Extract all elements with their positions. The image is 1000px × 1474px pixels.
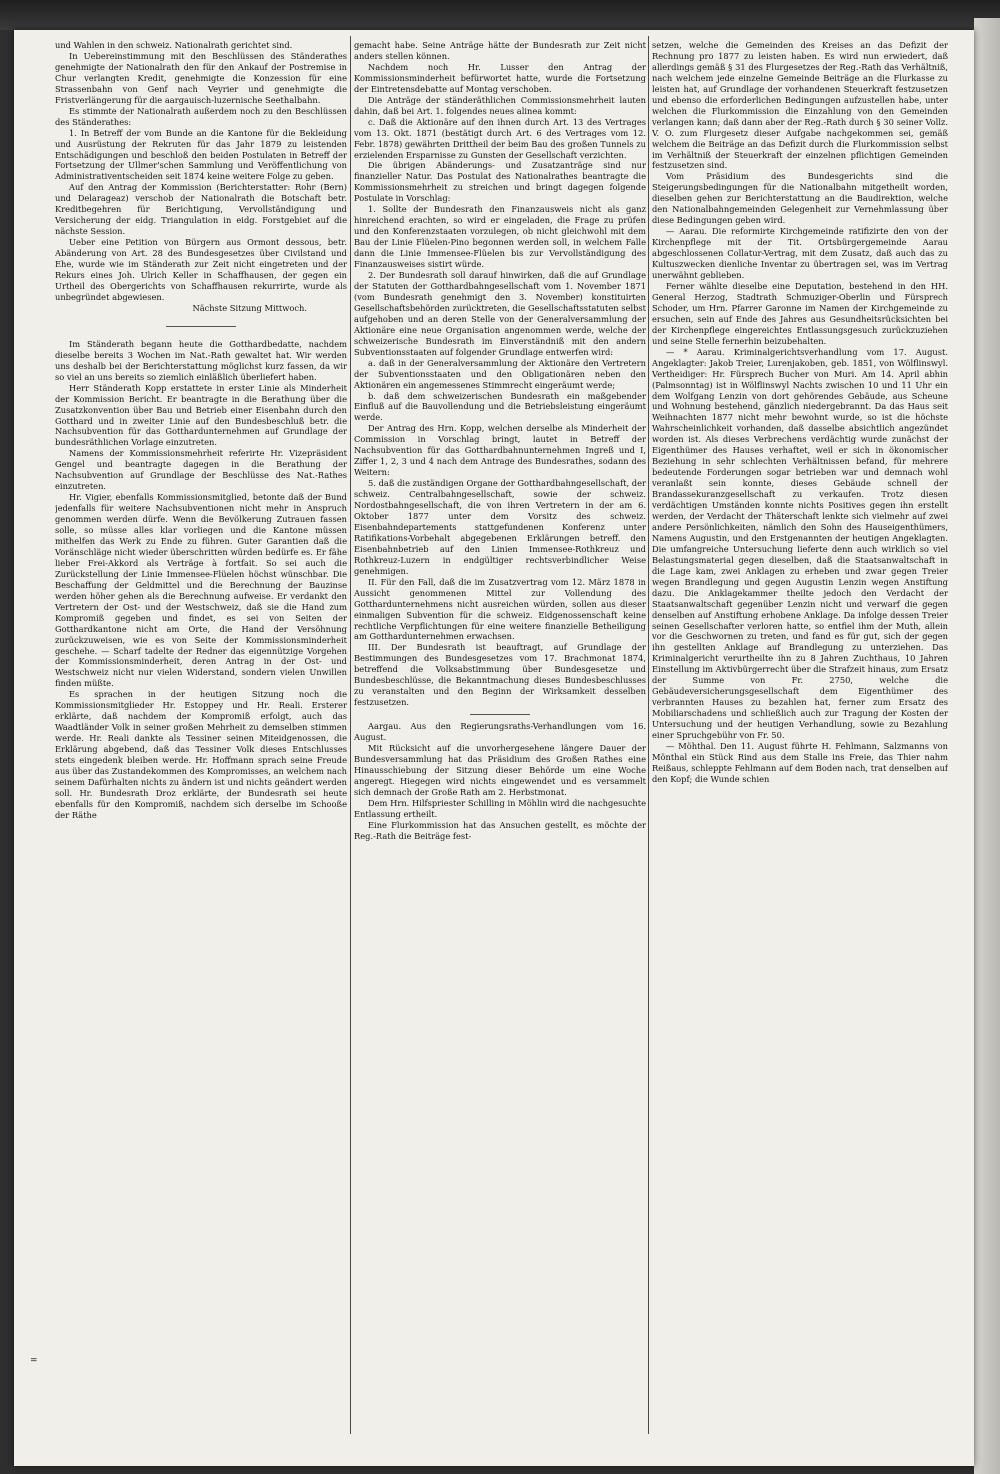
- column-rule-left: [350, 36, 351, 1434]
- next-page-edge: [974, 18, 1000, 1474]
- paragraph: Auf den Antrag der Kommission (Berichterstatter: Rohr (Bern) und Delarageaz) verschob der Nationalrath die Botschaft betr. Kreditbegehren für Berichtigung, Vervollständigung und Versicherung der eidg. Triangulation in eidg. Forstgebiet auf die nächste Session.: [55, 182, 347, 237]
- paragraph: und Wahlen in den schweiz. Nationalrath gerichtet sind.: [55, 40, 293, 50]
- paragraph: Die Anträge der ständeräthlichen Commissionsmehrheit lauten dahin, daß bei Art. 1. folgendes neues alinea kommt:: [354, 94, 646, 116]
- paragraph: gemacht habe. Seine Anträge hätte der Bundesrath zur Zeit nicht anders stellen können.: [354, 40, 646, 61]
- paragraph: Mit Rücksicht auf die unvorhergesehene längere Dauer der Bundesversammlung hat das Präsidium des Großen Rathes eine Hinausschiebung der Sitzung dieser Behörde um eine Woche angeregt. Hiegegen wird nichts eingewendet und es versammelt sich demnach der Große Rath am 2. Herbstmonat.: [354, 743, 646, 797]
- paragraph: setzen, welche die Gemeinden des Kreises an das Defizit der Rechnung pro 1877 zu leisten haben. Es wird nun erwiedert, daß allerdings gemäß § 31 des Flurgesetzes der Reg.-Rath das Verhältniß, nach welchem jede einzelne Gemeinde Beiträge an die Flurkasse zu leisten hat, auf Grundlage der vorhandenen Steuerkraft festzusetzen und ebenso die erforderlichen Bedingungen aufzustellen habe, unter welchen die Flurkommission die Einzahlung von den Gemeinden verlangen kann; daß dann aber der Reg.-Rath durch § 30 seiner Vollz. V. O. zum Flurgesetz dieser Aufgabe nachgekommen sei, gemäß welchem die Beiträge an das Defizit durch die Flurkommission selbst im Verhältniß der Steuerkraft der einzelnen pflichtigen Gemeinden festzusetzen sind.: [652, 40, 948, 171]
- paragraph: II. Für den Fall, daß die im Zusatzvertrag vom 12. März 1878 in Aussicht genommenen Mittel zur Vollendung des Gotthardunternehmens nicht ausreichen würden, sollen aus dieser einmaligen Subvention für die schweiz. Eidgenossenschaft keine rechtliche Verpflichtungen für eine weitere finanzielle Betheiligung am Gotthardunternehmen erwachsen.: [354, 576, 646, 642]
- paragraph: b. daß dem schweizerischen Bundesrath ein maßgebender Einfluß auf die Bauvollendung und die Betriebsleistung eingeräumt werde.: [354, 390, 646, 423]
- paragraph: Die übrigen Abänderungs- und Zusatzanträge sind nur finanzieller Natur. Das Postulat des Nationalrathes beantragte die Kommissionsmehrheit zu streichen und bringt dagegen folgende Postulate in Vorschlag:: [354, 160, 646, 204]
- column-2: [354, 40, 646, 1430]
- paragraph: — * Aarau. Kriminalgerichtsverhandlung vom 17. August. Angeklagter: Jakob Treier, Lurenjakoben, geb. 1851, von Wölflinswyl. Vertheidiger: Hr. Fürsprech Bucher von Muri. Am 14. April abhin (Palmsonntag) ist in Wölflinswyl Nachts zwischen 10 und 11 Uhr ein dem Wolfgang Lenzin von dort gehörendes Gebäude, aus Scheune und Wohnung bestehend, gänzlich niedergebrannt. Da das Haus seit Weihnachten 1877 nicht mehr bewohnt wurde, so ist die höchste Wahrscheinlichkeit vorhanden, daß dasselbe absichtlich angezündet worden ist. Als dieses Verbrechens verdächtig wurde zunächst der Eigenthümer des Hauses verhaftet, weil er sich in ökonomischer Beziehung in sehr schlechten Verhältnissen befand, für mehrere bedeutende Forderungen sogar betrieben war und demnach wohl veranlaßt sein konnte, dieses Gebäude schnell der Brandassekuranzgesellschaft zu verkaufen. Trotz diesen verdächtigen Umständen konnte nichts Positives gegen ihn erstellt werden, der Verdacht der Thäterschaft lenkte sich vielmehr auf zwei andere Persönlichkeiten, nämlich den Sohn des Hauseigenthümers, Namens Augustin, und den Erstgenannten der heutigen Angeklagten. Die umfangreiche Untersuchung lieferte denn auch wirklich so viel Belastungsmaterial gegen dieselben, daß die Staatsanwaltschaft in die Lage kam, zwei Anklagen zu erheben und zwar gegen Treier wegen Brandlegung und gegen Augustin Lenzin wegen Anstiftung dazu. Die Anklagekammer theilte jedoch den Verdacht der Staatsanwaltschaft gegenüber Lenzin nicht und verwarf die gegen denselben auf Anstiftung erhobene Anklage. Da infolge dessen Treier seinen Gesellschafter verloren hatte, so entfiel ihm der Muth, allein vor die Geschwornen zu treten, und fand es für gut, sich der gegen ihn gestellten Anklage auf Brandlegung zu unterziehen. Das Kriminalgericht verurtheilte ihn zu 8 Jahren Zuchthaus, 10 Jahren Einstellung im Aktivbürgerrecht über die Strafzeit hinaus, zum Ersatz der Summe von Fr. 2750, welche die Gebäudeversicherungsgesellschaft dem Eigenthümer des verbrannten Hauses zu bezahlen hat, ferner zum Ersatz des Mobiliarschadens und schließlich auch zur Tragung der Kosten der Untersuchung und der heutigen Verhandlung, sowie zu Bezahlung einer Spruchgebühr von Fr. 50.: [652, 346, 948, 741]
- paragraph: Ueber eine Petition von Bürgern aus Ormont dessous, betr. Abänderung von Art. 28 des Bundesgesetzes über Civilstand und Ehe, wurde wie im Ständerath zur Zeit nicht eingetreten und der Rekurs eines Joh. Ulrich Keller in Schaffhausen, der gegen ein Urtheil des Obergerichts von Schaffhausen rekurrirte, wurde als unbegründet abgewiesen.: [55, 237, 347, 302]
- column-1: [55, 40, 347, 1430]
- section-heading: Aargau. Aus den Regierungsraths-Verhandlungen vom 16. August.: [354, 721, 646, 743]
- paragraph: c. Daß die Aktionäre auf den ihnen durch Art. 13 des Vertrages vom 13. Okt. 1871 (bestätigt durch Art. 6 des Vertrages vom 12. Febr. 1878) gewährten Drittheil der beim Bau des großen Tunnels zu erzielenden Ersparnisse zu Gunsten der Gesellschaft verzichten.: [354, 116, 646, 160]
- paragraph: — Aarau. Die reformirte Kirchgemeinde ratifizirte den von der Kirchenpflege mit der Tit. Ortsbürgergemeinde Aarau abgeschlossenen Collatur-Vertrag, mit dem Zusatz, daß auch das zu Kultuszwecken dienliche Inventar zu übertragen sei, was im Vertrag unerwähnt geblieben.: [652, 226, 948, 281]
- paragraph: 1. Sollte der Bundesrath den Finanzausweis nicht als ganz hinreichend erachten, so wird er eingeladen, die Frage zu prüfen und den Konferenzstaaten vorzulegen, ob nicht gleichwohl mit dem Bau der Linie Flüelen-Pino begonnen werden soll, in welchem Falle dann die Linie Immensee-Flüelen bis zur Vervollständigung des Finanzausweises sistirt würde.: [354, 204, 646, 270]
- paragraph: Vom Präsidium des Bundesgerichts sind die Steigerungsbedingungen für die Nationalbahn mitgetheilt worden, dieselben gehen zur Berichterstattung an die Baudirektion, welche den Nationalbahngemeinden Gelegenheit zur Vernehmlassung über diese Bedingungen geben wird.: [652, 171, 948, 226]
- next-session-note: Nächste Sitzung Mittwoch.: [192, 302, 307, 313]
- paragraph: Ferner wählte dieselbe eine Deputation, bestehend in den HH. General Herzog, Stadtrath Schmuziger-Oberlin und Fürsprech Schoder, um Hrn. Pfarrer Garonne im Namen der Kirchgemeinde zu ersuchen, sein auf Ende des Jahres aus Gesundheitsrücksichten bei der Kirchenpflege eingereichtes Entlassungsgesuch zurückzuziehen und seine Stelle fernerhin beizubehalten.: [652, 280, 948, 346]
- paragraph: Hr. Vigier, ebenfalls Kommissionsmitglied, betonte daß der Bund jedenfalls für weitere Nachsubventionen nicht mehr in Anspruch genommen werden dürfe. Wenn die Bevölkerung Zutrauen fassen solle, so müsse alles klar vorliegen und die Kantone müssen mithelfen das Werk zu Ende zu führen. Guter Garantien daß die Voränschläge nicht wieder überschritten würden bedürfe es. Er fähe lieber Frei-Akkord als Verträge à fortfait. So sei auch die Zurückstellung der Linie Immensee-Flüelen höchst wünschbar. Die Beschaffung der Geldmittel und die Berechnung der Bauzinse werden höher gehen als die Berechnung aufweise. Er verdankt den Vertretern der Ost- und der Westschweiz, daß sie die Hand zum Kompromiß gegeben und findet, es sei von Seiten der Gotthardkantone nicht am Orte, die Hand der Versöhnung zurückzuweisen, wie es von Seite der Kommissionsminderheit geschehe. — Scharf tadelte der Redner das eigennützige Vorgehen der Kommissionsminderheit, deren Antrag in der Ost- und Westschweiz nicht nur vielen Widerstand, sondern vielen Unwillen finden müßte.: [55, 492, 347, 689]
- paragraph: Herr Ständerath Kopp erstattete in erster Linie als Minderheit der Kommission Bericht. Er beantragte in die Berathung über die Zusatzkonvention über Bau und Betrieb einer Eisenbahn durch den Gotthard und in zweiter Linie auf den Bundesbeschluß betr. die Nachsubvention für das Gotthardunternehmen auf Grundlage der bundesräthlichen Vorlage einzutreten.: [55, 382, 347, 448]
- column-rule-right: [648, 36, 649, 1434]
- paragraph: 2. Der Bundesrath soll darauf hinwirken, daß die auf Grundlage der Statuten der Gotthardbahngesellschaft vom 1. November 1871 (vom Bundesrath genehmigt den 3. November) konstituirten Gesellschaftsbehörden zurücktreten, die Gesellschaftsstatuten selbst aufgehoben und an deren Stelle von der Generalversammlung der Aktionäre eine neue Organisation angenommen werde, welche der schweizerische Bundesrath im Einverständniß mit den andern Subventionsstaaten auf folgender Grundlage entwerfen wird:: [354, 270, 646, 357]
- paragraph: Im Ständerath begann heute die Gotthardbedatte, nachdem dieselbe bereits 3 Wochen im Nat.-Rath gewaltet hat. Wir werden uns deshalb bei der Berichterstattung möglichst kurz fassen, da wir so viel an uns bereits so ziemlich einläßlich überliefert haben.: [55, 338, 347, 382]
- paragraph: Es sprachen in der heutigen Sitzung noch die Kommissionsmitglieder Hr. Estoppey und Hr. Reali. Ersterer erklärte, daß nachdem der Kompromiß erfolgt, auch das Waadtländer Volk in seiner großen Mehrheit zu demselben stimmen werde. Hr. Reali dankte als Tessiner seinen Miteidgenossen, die Erklärung abgebend, daß das Tessiner Volk dieses Entschlusses stets eingedenk bleiben werde. Hr. Hoffmann sprach seine Freude aus über das Zustandekommen des Kompromisses, an welchem nach seinem Dafürhalten nichts zu ändern ist und nichts geändert werden soll. Hr. Bundesrath Droz erklärte, der Bundesrath sei heute ebenfalls für den Kompromiß, nachdem sich derselbe im Schooße der Räthe: [55, 689, 347, 820]
- paragraph: Dem Hrn. Hilfspriester Schilling in Möhlin wird die nachgesuchte Entlassung ertheilt.: [354, 797, 646, 819]
- paragraph: III. Der Bundesrath ist beauftragt, auf Grundlage der Bestimmungen des Bundesgesetzes vom 17. Brachmonat 1874, betreffend die Volksabstimmung über Bundesgesetze und Bundesbeschlüsse, die Bekanntmachung dieses Bundesbeschlusses zu veranstalten und den Beginn der Wirksamkeit desselben festzusetzen.: [354, 642, 646, 708]
- section-divider: [166, 326, 236, 327]
- paragraph: 5. daß die zuständigen Organe der Gotthardbahngesellschaft, der schweiz. Centralbahngesellschaft, sowie der schweiz. Nordostbahngesellschaft, die von ihren Vertretern in der am 6. Oktober 1877 unter dem Vorsitz des schweiz. Eisenbahndepartements stattgefundenen Konferenz unter Ratifikations-Vorbehalt abgegebenen Erklärungen betreff. den Eisenbahnbetrieb auf den Linien Immensee-Rothkreuz und Rothkreuz-Luzern in endgültiger rechtsverbindlicher Weise genehmigen.: [354, 478, 646, 576]
- paragraph: Der Antrag des Hrn. Kopp, welchen derselbe als Minderheit der Commission in Vorschlag bringt, lautet in Betreff der Nachsubvention für das Gotthardbahnunternehmen Ingreß und I, Ziffer 1, 2, 3 und 4 nach dem Antrage des Bundesrathes, sodann des Weitern:: [354, 423, 646, 478]
- paragraph: Eine Flurkommission hat das Ansuchen gestellt, es möchte der Reg.-Rath die Beiträge fest-: [354, 819, 646, 841]
- column-3: [652, 40, 948, 1430]
- paragraph: 1. In Betreff der vom Bunde an die Kantone für die Bekleidung und Ausrüstung der Rekruten für das Jahr 1879 zu leistenden Entschädigungen und beschloß den beiden Postulaten in Betreff der Fortsetzung der Ullmer'schen Sammlung und Veröffentlichung von Administrativentscheiden seit 1874 keine weitere Folge zu geben.: [55, 127, 347, 182]
- scan-top-edge: [0, 0, 1000, 30]
- section-divider: [470, 714, 530, 715]
- paragraph: In Uebereinstimmung mit den Beschlüssen des Ständerathes genehmigte der Nationalrath den für den Ankauf der Postremise in Chur verlangten Kredit, genehmigte die Konzession für eine Strassenbahn von Genf nach Veyrier und genehmigte die Fristverlängerung für die aargauisch-luzernische Seethalbahn.: [55, 50, 347, 105]
- paragraph: — Möhthal. Den 11. August führte H. Fehlmann, Salzmanns von Mönthal ein Stück Rind aus dem Stalle ins Freie, das Thier nahm Reißaus, schleppte Fehlmann auf dem Boden nach, trat denselben auf den Kopf; die Wunde schien: [652, 741, 948, 784]
- paragraph: Nachdem noch Hr. Lusser den Antrag der Kommissionsminderheit befürwortet hatte, wurde die Fortsetzung der Eintretensdebatte auf Montag verschoben.: [354, 61, 646, 94]
- paragraph: Namens der Kommissionsmehrheit referirte Hr. Vizepräsident Gengel und beantragte dagegen in die Berathung der Nachsubvention auf Grundlage der Beschlüsse des Nat.-Rathes einzutreten.: [55, 448, 347, 492]
- paragraph: Es stimmte der Nationalrath außerdem noch zu den Beschlüssen des Ständerathes:: [55, 105, 347, 127]
- margin-mark: =: [30, 1356, 38, 1366]
- paragraph: a. daß in der Generalversammlung der Aktionäre den Vertretern der Subventionsstaaten und den Obligationären neben den Aktionären ein angemessenes Stimmrecht eingeräumt werde;: [354, 357, 646, 390]
